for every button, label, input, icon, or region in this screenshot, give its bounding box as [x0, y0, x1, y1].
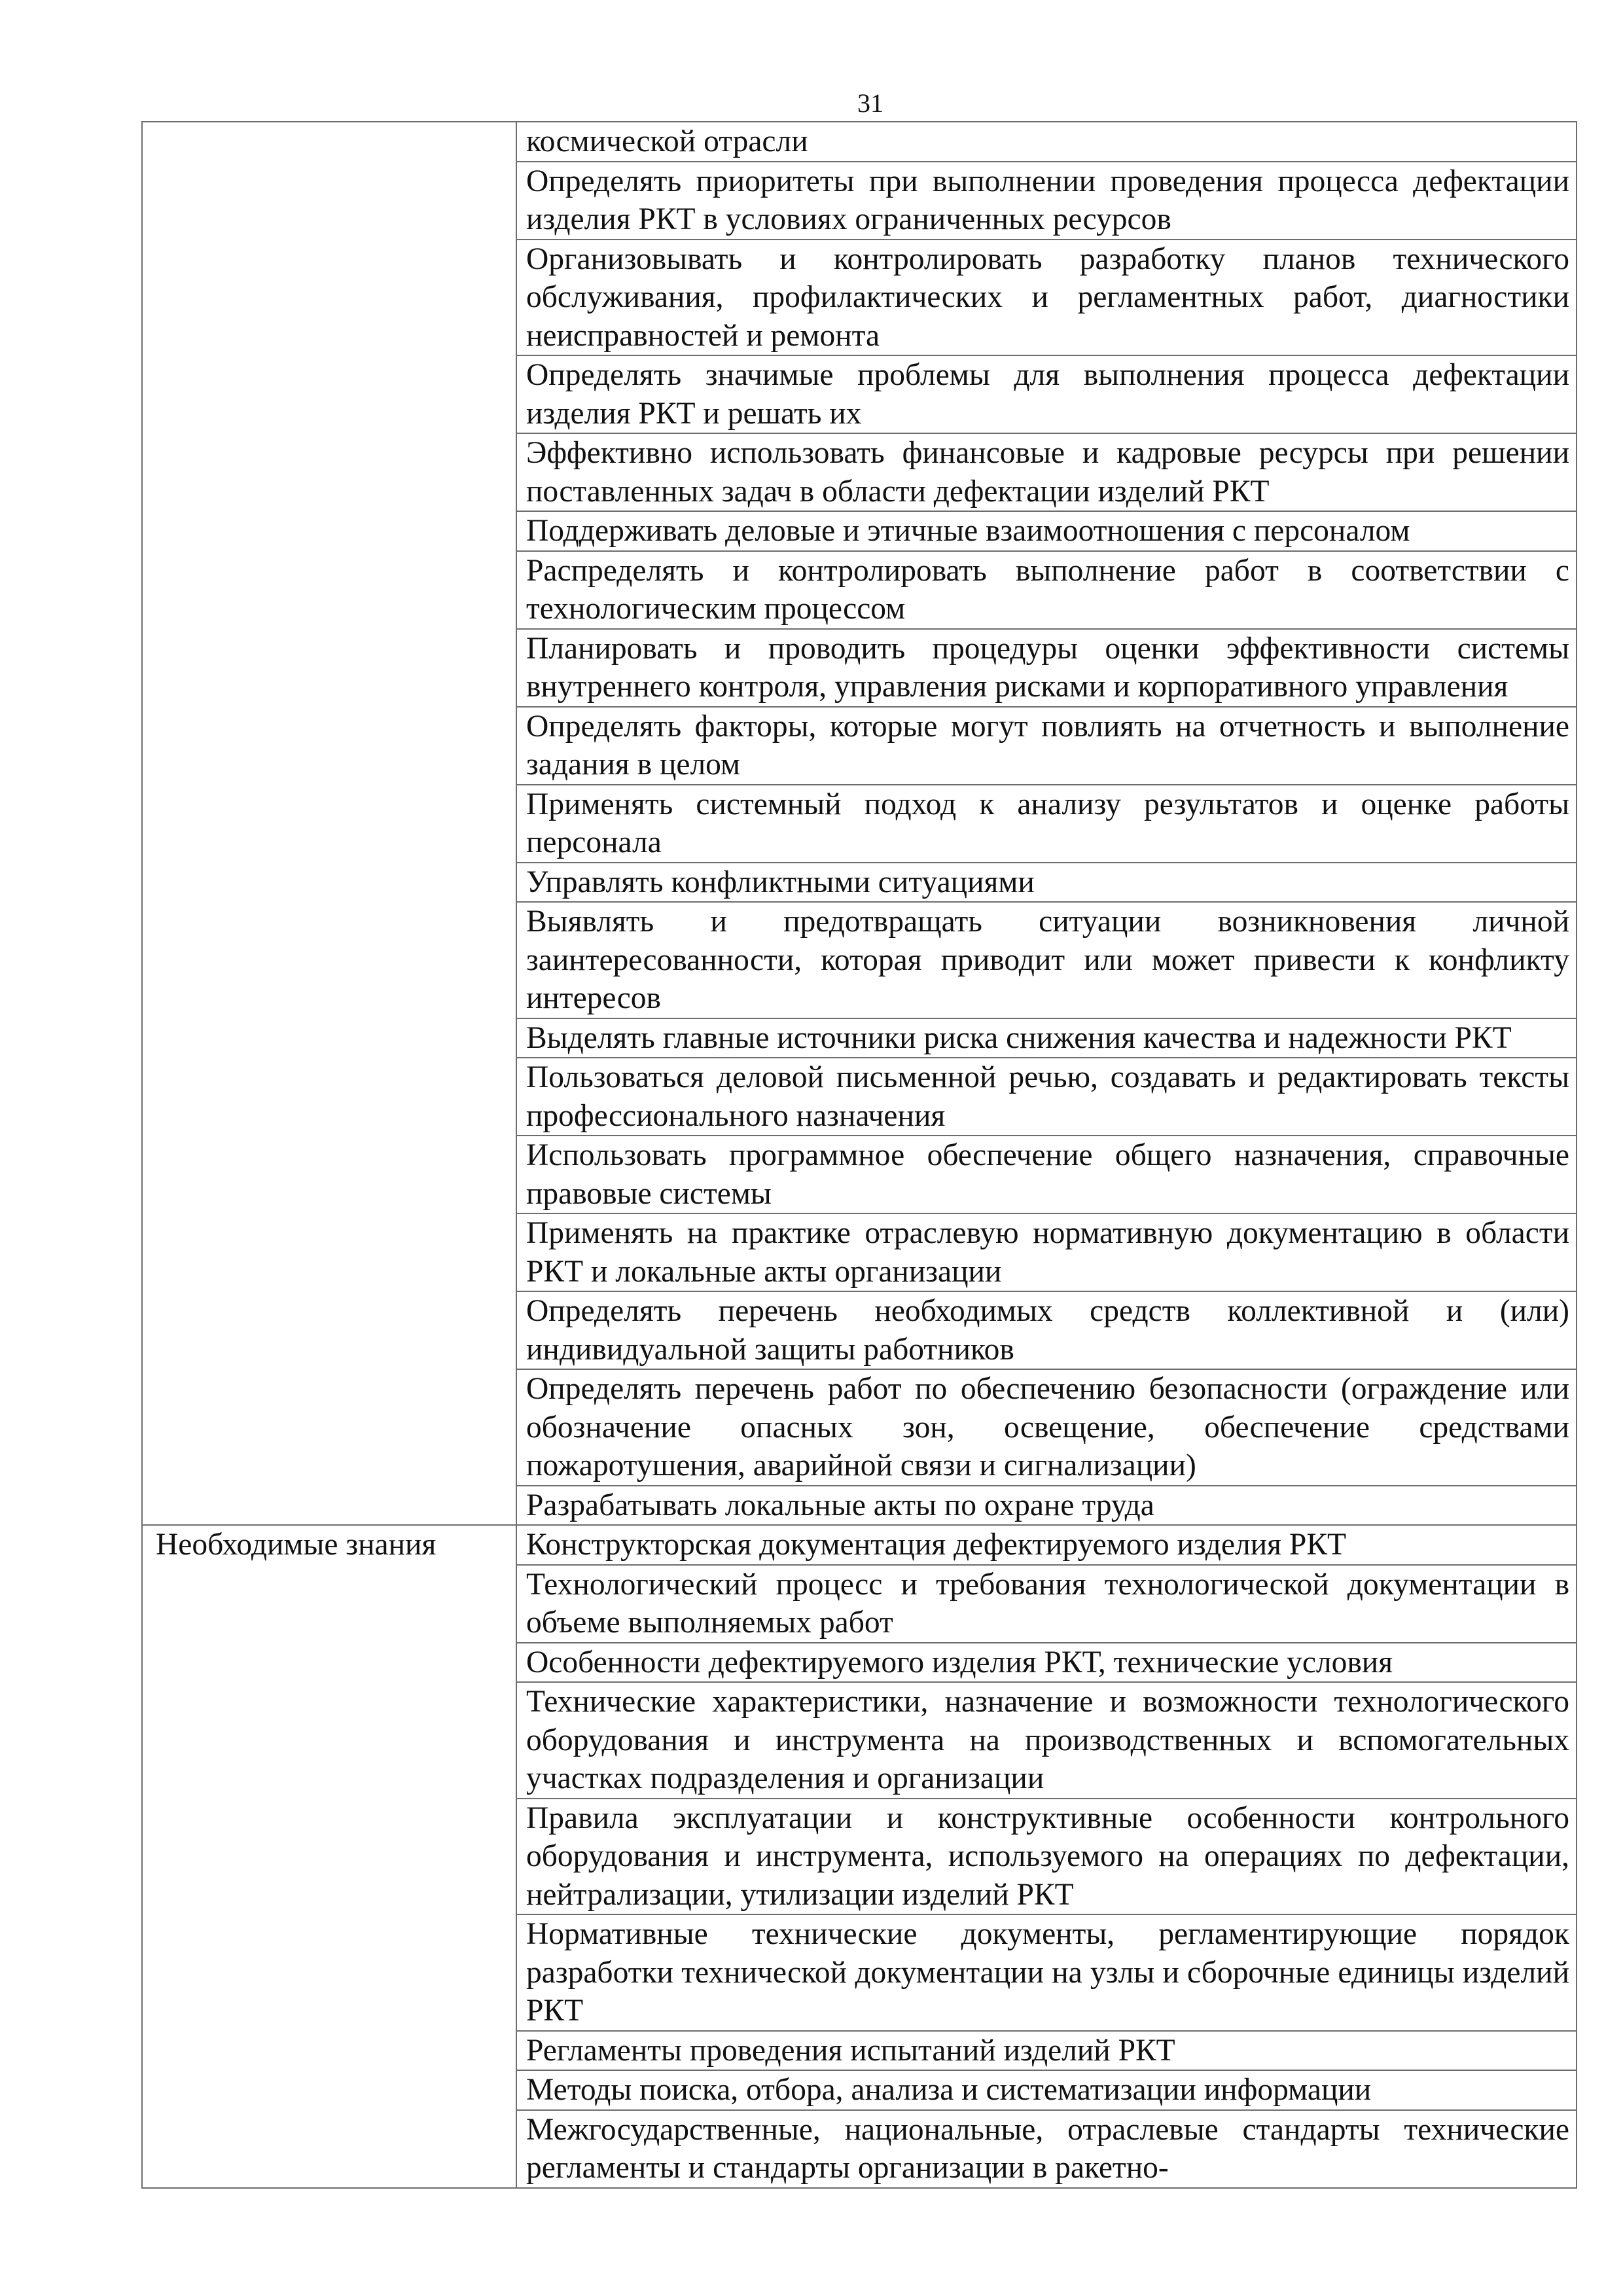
table-cell-item: космической отрасли: [516, 122, 1577, 162]
table-cell-item: Определять значимые проблемы для выполнения процесса дефектации изделия РКТ и решать их: [516, 355, 1577, 433]
table-cell-item: Технические характеристики, назначение и возможности технологического оборудования и инструмента на производственных и вспомогательных участках подразделения и организации: [516, 1682, 1577, 1799]
table-cell-item: Определять перечень работ по обеспечению безопасности (ограждение или обозначение опасных зон, освещение, обеспечение средствами пожаротушения, аварийной связи и сигнализации): [516, 1369, 1577, 1486]
table-cell-item: Использовать программное обеспечение общего назначения, справочные правовые системы: [516, 1136, 1577, 1213]
table-row: [142, 1525, 1577, 1565]
table-cell-item: Разрабатывать локальные акты по охране труда: [516, 1486, 1577, 1526]
table-cell-item: Межгосударственные, национальные, отраслевые стандарты технические регламенты и стандарты организации в ракетно-: [516, 2110, 1577, 2188]
table-cell-item: Нормативные технические документы, регламентирующие порядок разработки технической документации на узлы и сборочные единицы изделий РКТ: [516, 1914, 1577, 2031]
table-cell-item: Методы поиска, отбора, анализа и систематизации информации: [516, 2070, 1577, 2110]
table-cell-item: Правила эксплуатации и конструктивные особенности контрольного оборудования и инструмента, используемого на операциях по дефектации, нейтрализации, утилизации изделий РКТ: [516, 1799, 1577, 1915]
table-cell-item: Выявлять и предотвращать ситуации возникновения личной заинтересованности, которая приводит или может привести к конфликту интересов: [516, 902, 1577, 1018]
table-cell-item: Эффективно использовать финансовые и кадровые ресурсы при решении поставленных задач в области дефектации изделий РКТ: [516, 433, 1577, 511]
table-cell-item: Определять факторы, которые могут повлиять на отчетность и выполнение задания в целом: [516, 707, 1577, 785]
table-cell-item: Планировать и проводить процедуры оценки эффективности системы внутреннего контроля, управления рисками и корпоративного управления: [516, 629, 1577, 707]
page-number: 31: [857, 88, 883, 118]
table-cell-item: Управлять конфликтными ситуациями: [516, 863, 1577, 903]
table-cell-item: Определять приоритеты при выполнении проведения процесса дефектации изделия РКТ в условиях ограниченных ресурсов: [516, 162, 1577, 240]
table-cell-item: Применять системный подход к анализу результатов и оценке работы персонала: [516, 785, 1577, 863]
table-cell-item: Определять перечень необходимых средств коллективной и (или) индивидуальной защиты работников: [516, 1291, 1577, 1369]
table-cell-item: Поддерживать деловые и этичные взаимоотношения с персоналом: [516, 511, 1577, 551]
table-cell-item: Распределять и контролировать выполнение работ в соответствии с технологическим процессом: [516, 551, 1577, 629]
table-cell-item: Технологический процесс и требования технологической документации в объеме выполняемых работ: [516, 1565, 1577, 1643]
table-cell-item: Регламенты проведения испытаний изделий РКТ: [516, 2031, 1577, 2071]
table-cell-item: Конструкторская документация дефектируемого изделия РКТ: [516, 1525, 1577, 1565]
table-cell-item: Применять на практике отраслевую нормативную документацию в области РКТ и локальные акты организации: [516, 1213, 1577, 1291]
table-cell-item: Пользоваться деловой письменной речью, создавать и редактировать тексты профессионального назначения: [516, 1058, 1577, 1136]
section-label-knowledge: Необходимые знания: [142, 1525, 516, 2188]
table-cell-item: Выделять главные источники риска снижения качества и надежности РКТ: [516, 1018, 1577, 1058]
table-cell-item: Особенности дефектируемого изделия РКТ, технические условия: [516, 1643, 1577, 1683]
requirements-table: [141, 121, 1577, 2189]
table-cell-item: Организовывать и контролировать разработку планов технического обслуживания, профилактических и регламентных работ, диагностики неисправностей и ремонта: [516, 240, 1577, 356]
section-label-skills: [142, 122, 516, 1525]
table-row: [142, 122, 1577, 162]
